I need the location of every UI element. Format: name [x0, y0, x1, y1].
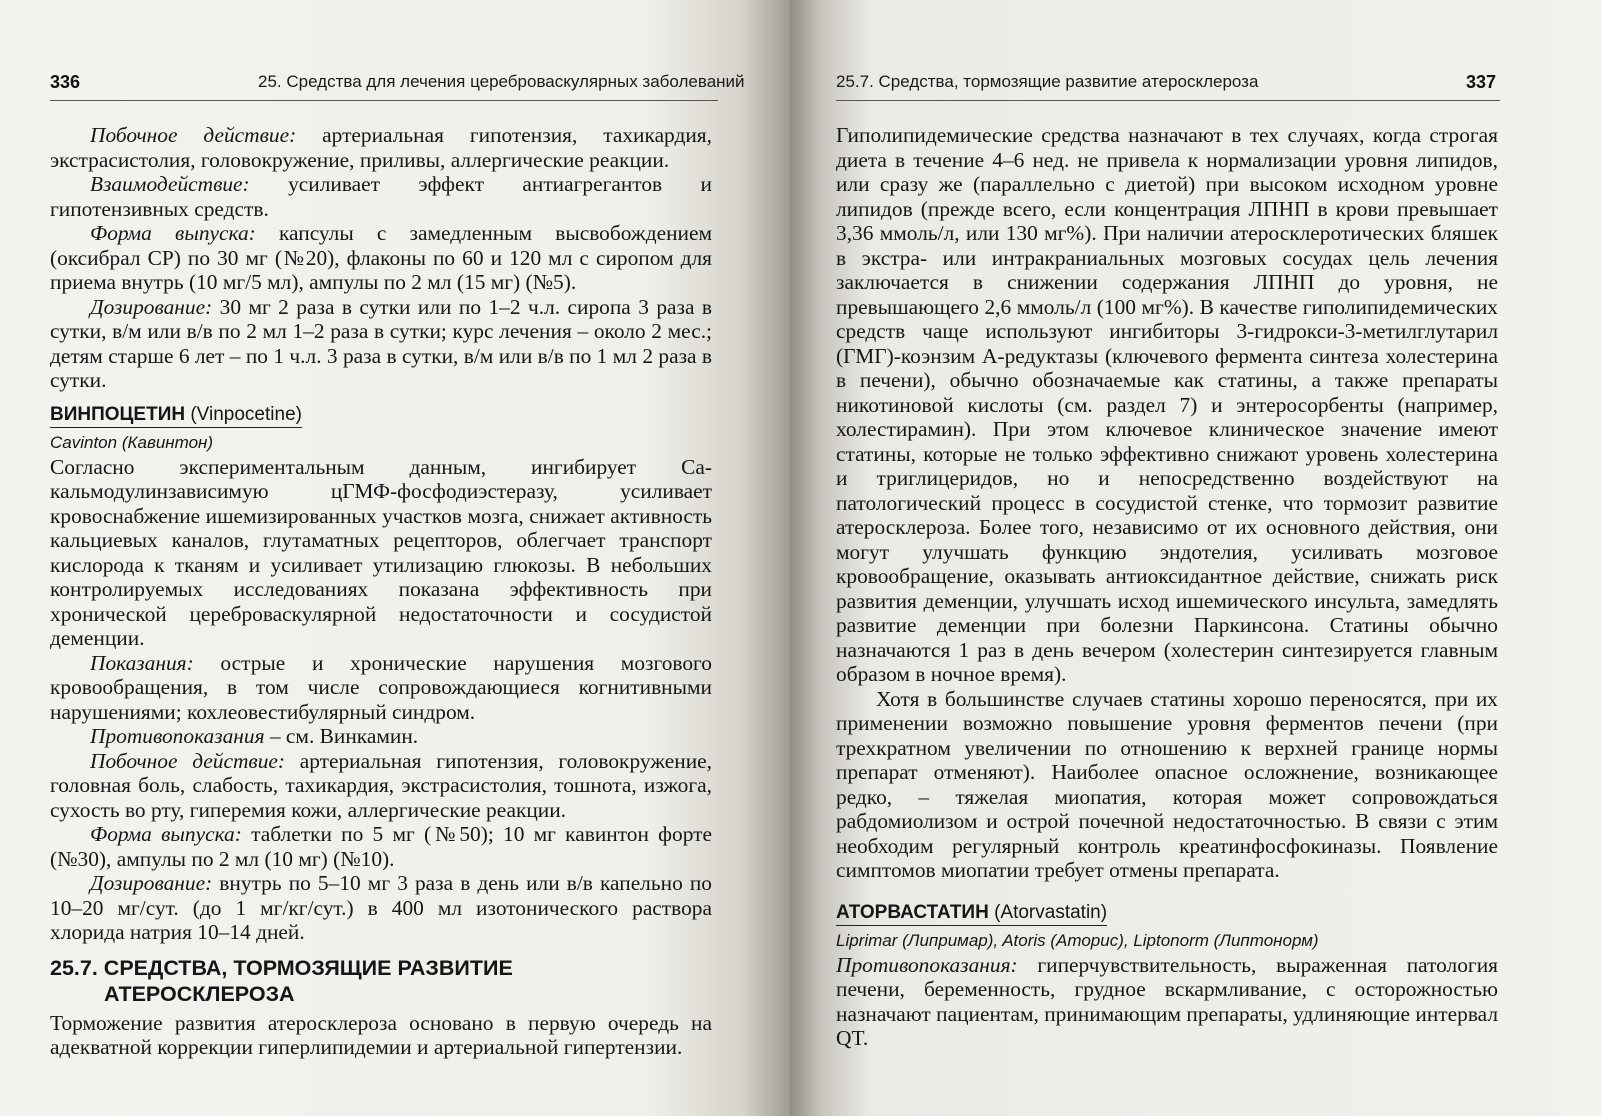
running-head: 25. Средства для лечения цереброваскулярных заболеваний [258, 72, 745, 91]
term-label: Дозирование: [90, 294, 213, 319]
term-label: Противопоказания: [836, 952, 1018, 977]
paragraph-text: артериальная гипотензия, головокружение, головная боль, слабость, тахикардия, экстрасистолия, тошнота, изжога, сухость во рту, гиперемия кожи, аллергические реакции. [50, 748, 712, 822]
right-page [790, 0, 1601, 1116]
drug-name: АТОРВАСТАТИН [836, 901, 989, 923]
drug-name: ВИНПОЦЕТИН [50, 403, 186, 425]
term-label: Показания: [90, 650, 194, 675]
release-form-paragraph [50, 221, 712, 295]
running-head: 25.7. Средства, тормозящие развитие атеросклероза [836, 72, 1259, 91]
paragraph-text: таблетки по 5 мг (№50); 10 мг кавинтон форте (№30), ампулы по 2 мл (10 мг) (№10). [50, 822, 712, 871]
section-heading [50, 955, 712, 1007]
section-title-line2: АТЕРОСКЛЕРОЗА [104, 981, 295, 1006]
section-intro-paragraph: Торможение развития атеросклероза основано в первую очередь на адекватной коррекции гиперлипидемии и артериальной гипертензии. [50, 1010, 712, 1059]
interaction-paragraph [50, 172, 712, 221]
header-rule [836, 100, 1500, 101]
drug-latin-name: (Atorvastatin) [988, 901, 1108, 923]
term-label: Побочное действие: [90, 748, 286, 773]
header-rule [50, 100, 718, 101]
side-effects-paragraph [50, 749, 712, 823]
description-paragraph: Согласно экспериментальным данным, ингибирует Са-кальмодулинзависимую цГМФ-фосфодиэстеразу, усиливает кровоснабжение ишемизированных участков мозга, снижает активность кальциевых каналов, глутаматных рецепторов, облегчает транспорт кислорода к тканям и усиливает утилизацию глюкозы. В небольших контролируемых исследованиях показана эффективность при хронической цереброваскулярной недостаточности и сосудистой деменции. [50, 454, 712, 650]
term-label: Дозирование: [90, 871, 213, 895]
drug-heading [836, 901, 1498, 925]
page-number: 337 [1466, 72, 1497, 92]
paragraph-text: усиливает эффект антиагрегантов и гипотензивных средств. [50, 172, 712, 221]
dosage-paragraph [50, 871, 712, 945]
section-title-line1: 25.7. СРЕДСТВА, ТОРМОЗЯЩИЕ РАЗВИТИЕ [50, 955, 513, 980]
lipid-therapy-paragraph: Гиполипидемические средства назначают в тех случаях, когда строгая диета в течение 4–6 нед. не привела к нормализации уровня липидов, или сразу же (параллельно с диетой) при высоком исходном уровне липидов (прежде всего, если концентрация ЛПНП в крови превышает 3,36 ммоль/л, или 130 мг%). При наличии атеросклеротических бляшек в экстра- или интракраниальных мозговых сосудах цель лечения заключается в снижении содержания ЛПНП до уровня, не превышающего 2,6 ммоль/л (100 мг%). В качестве гиполипидемических средств чаще используют ингибиторы 3-гидрокси-3-метилглутарил (ГМГ)-коэнзим А-редуктазы (ключевого фермента синтеза холестерина в печени), обычно обозначаемые как статины, а также препараты никотиновой кислоты (см. раздел 7) и энтеросорбенты (например, холестирамин). При этом ключевое клиническое значение имеют статины, которые не только эффективно снижают уровень холестерина и триглицеридов, но и непосредственно воздействуют на патологический процесс в сосудистой стенке, что тормозит развитие атеросклероза. Более того, независимо от их основного действия, они могут улучшать функцию эндотелия, усиливать мозговое кровообращение, оказывать антиоксидантное действие, снижать риск развития деменции, улучшать исход ишемического инсульта, замедлять развитие деменции при болезни Паркинсона. Статины обычно назначаются 1 раз в день вечером (холестерин синтезируется главным образом в ночное время). [836, 123, 1498, 686]
left-body-text [50, 123, 712, 1060]
trade-names: Cavinton (Кавинтон) [50, 432, 214, 452]
contraindications-paragraph [50, 724, 712, 749]
paragraph-text: артериальная гипотензия, тахикардия, экстрасистолия, головокружение, приливы, аллергические реакции. [50, 123, 712, 172]
page-number: 336 [50, 72, 81, 92]
statin-safety-paragraph: Хотя в большинстве случаев статины хорошо переносятся, при их применении возможно повышение уровня ферментов печени (при трехкратном увеличении по отношению к верхней границе нормы препарат отменяют). Наиболее опасное осложнение, возникающее редко, – тяжелая миопатия, которая может сопровождаться рабдомиолизом и острой почечной недостаточностью. В связи с этим необходим регулярный контроль креатинфосфокиназы. Появление симптомов миопатии требует отмены препарата. [836, 686, 1498, 882]
right-body-text [836, 123, 1498, 1051]
contraindications-paragraph [836, 953, 1498, 1051]
paragraph-text: – см. Винкамин. [264, 724, 419, 748]
paragraph-text: 30 мг 2 раза в сутки или по 1–2 ч.л. сиропа 3 раза в сутки, в/м или в/в по 2 мл 1–2 раза в сутки; курс лечения – около 2 мес.; детям старше 6 лет – по 1 ч.л. 3 раза в сутки, в/м или в/в по 1 мл 2 раза в сутки. [50, 294, 712, 392]
drug-latin-name: (Vinpocetine) [185, 403, 302, 425]
term-label: Противопоказания [90, 724, 265, 748]
term-label: Побочное действие: [90, 123, 297, 147]
paragraph-text: внутрь по 5–10 мг 3 раза в день или в/в капельно по 10–20 мг/сут. (до 1 мг/кг/сут.) в 400 мл изотонического раствора хлорида натрия 10–14 дней. [50, 871, 712, 944]
paragraph-text: гиперчувствительность, выраженная патология печени, беременность, грудное вскармливание, с осторожностью назначают пациентам, принимающим препараты, удлиняющие интервал QT. [836, 952, 1499, 1050]
term-label: Форма выпуска: [90, 822, 242, 846]
term-label: Взаимодействие: [90, 172, 250, 196]
indications-paragraph [50, 651, 712, 725]
left-page [0, 0, 790, 1116]
side-effects-paragraph [50, 123, 712, 172]
paragraph-text: острые и хронические нарушения мозгового кровообращения, в том числе сопровождающиеся когнитивными нарушениями; кохлеовестибулярный синдром. [50, 650, 712, 724]
release-form-paragraph [50, 822, 712, 871]
trade-names: Liprimar (Липримар), Atoris (Аторис), Liptonorm (Липтонорм) [836, 930, 1319, 950]
drug-heading [50, 403, 712, 427]
paragraph-text: капсулы с замедленным высвобождением (оксибрал СР) по 30 мг (№20), флаконы по 60 и 120 мл с сиропом для приема внутрь (10 мг/5 мл), ампулы по 2 мл (15 мг) (№5). [50, 221, 712, 294]
term-label: Форма выпуска: [90, 221, 256, 245]
dosage-paragraph [50, 295, 712, 393]
